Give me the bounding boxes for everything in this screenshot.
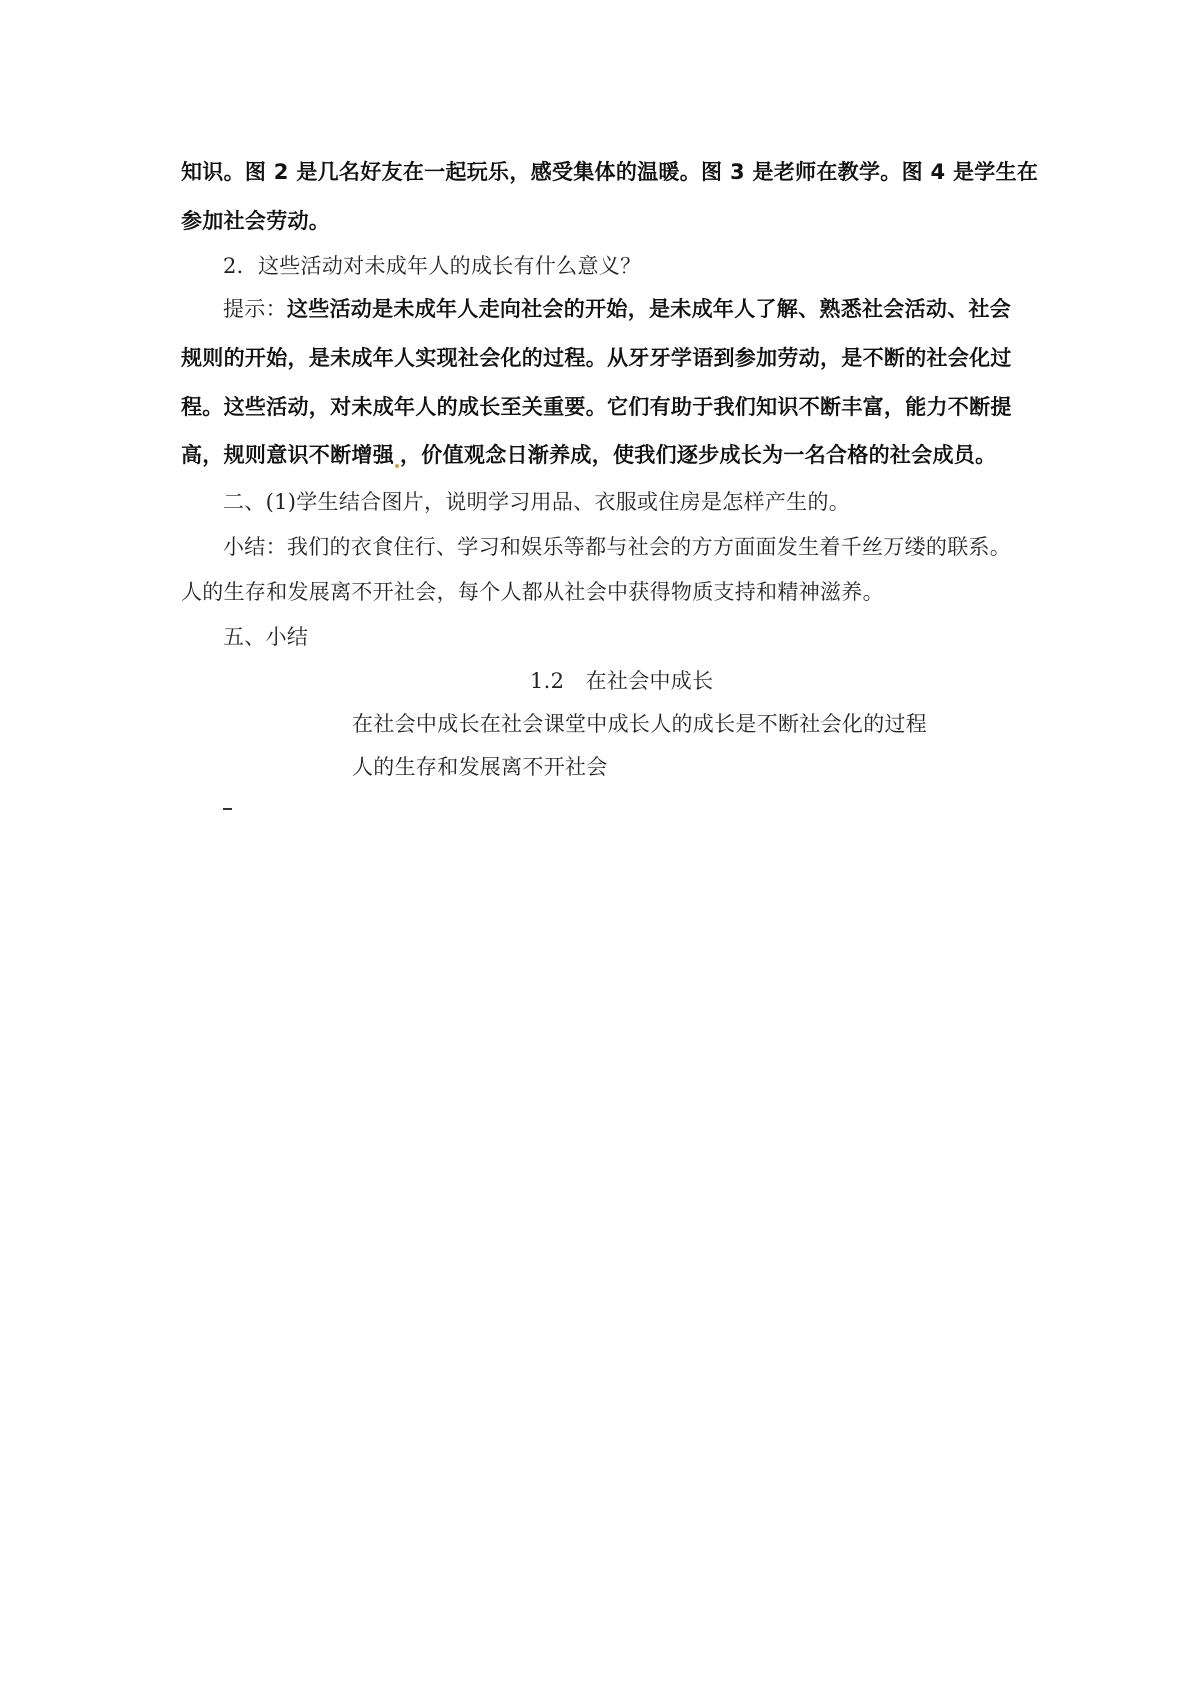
hint-line-1 <box>223 294 1011 324</box>
annotation-mark <box>395 464 399 468</box>
hint-line-4 <box>181 440 996 470</box>
question-2: 2．这些活动对未成年人的成长有什么意义？ <box>223 254 642 278</box>
stray-mark <box>223 808 232 810</box>
summary-line-1: 小结：我们的衣食住行、学习和娱乐等都与社会的方方面面发生着千丝万缕的联系。 <box>223 535 1012 559</box>
hint-line-2: 规则的开始，是未成年人实现社会化的过程。从牙牙学语到参加劳动，是不断的社会化过 <box>181 346 1012 370</box>
summary-line-2: 人的生存和发展离不开社会，每个人都从社会中获得物质支持和精神滋养。 <box>181 580 884 604</box>
hint-text: 这些活动是未成年人走向社会的开始，是未成年人了解、熟悉社会活动、社会 <box>286 297 1012 321</box>
hint-line-3: 程。这些活动，对未成年人的成长至关重要。它们有助于我们知识不断丰富，能力不断提 <box>181 395 1012 419</box>
section-five-heading: 五、小结 <box>223 625 309 649</box>
hint-label: 提示： <box>223 297 287 321</box>
paragraph-line-2: 参加社会劳动。 <box>181 209 331 233</box>
hint-line-4-part-a: 高，规则意识不断增强 <box>181 443 394 467</box>
lesson-title: 1.2 在社会中成长 <box>530 669 714 693</box>
outline-line-2: 人的生存和发展离不开社会 <box>352 755 608 779</box>
hint-line-4-part-b: ，价值观念日渐养成，使我们逐步成长为一名合格的社会成员。 <box>400 443 997 467</box>
section-two-question: 二、(1)学生结合图片，说明学习用品、衣服或住房是怎样产生的。 <box>223 490 851 514</box>
paragraph-line-1: 知识。图 2 是几名好友在一起玩乐，感受集体的温暖。图 3 是老师在教学。图 4 是学生在 <box>181 160 1039 184</box>
outline-line-1: 在社会中成长在社会课堂中成长人的成长是不断社会化的过程 <box>352 712 928 736</box>
